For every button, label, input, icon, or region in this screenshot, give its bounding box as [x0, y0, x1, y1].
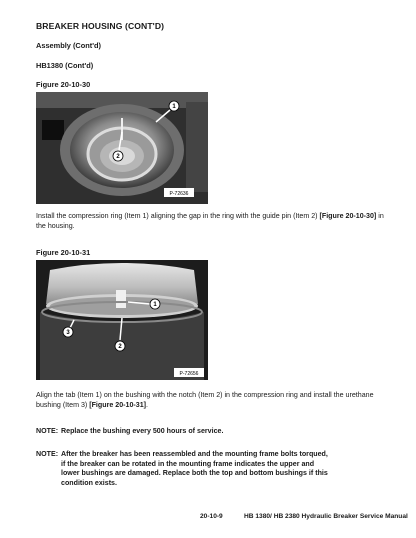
subsection-heading: Assembly (Cont'd)	[36, 41, 101, 50]
note-label: NOTE:	[36, 450, 59, 458]
figure-label-20-10-31: Figure 20-10-31	[36, 248, 91, 257]
callout-2: 2	[116, 154, 120, 161]
figure-photo-20-10-31	[36, 260, 208, 380]
section-heading: BREAKER HOUSING (CONT'D)	[36, 21, 165, 31]
housing-photo	[36, 92, 208, 204]
figure-ref: [Figure 20-10-30]	[319, 212, 377, 220]
instruction-paragraph-1: Install the compression ring (Item 1) aligning the gap in the ring with the guide pin (Item 2) [Figure 20-10-30] in the housing.	[36, 212, 384, 230]
photo-code: P-72636	[169, 191, 189, 197]
bushing-photo	[36, 260, 208, 380]
manual-title: HB 1380/ HB 2380 Hydraulic Breaker Service Manual	[244, 513, 408, 520]
note-text: After the breaker has been reassembled and the mounting frame bolts torqued, if the breaker can be rotated in the mounting frame indicates the upper and lower bushings are damaged. Replace both the top and bottom bushings if this condition exists.	[61, 450, 328, 487]
note-label: NOTE:	[36, 427, 59, 435]
instruction-paragraph-2: Align the tab (Item 1) on the bushing with the notch (Item 2) in the compression ring and install the urethane bushing (Item 3) [Figure 20-10-31].	[36, 391, 374, 409]
figure-ref: [Figure 20-10-31]	[89, 400, 147, 409]
figure-label-20-10-30: Figure 20-10-30	[36, 80, 91, 89]
callout-2: 2	[118, 344, 122, 351]
figure-photo-20-10-30	[36, 92, 208, 204]
model-heading: HB1380 (Cont'd)	[36, 61, 94, 70]
callout-1: 1	[153, 302, 157, 309]
callout-3: 3	[66, 330, 70, 337]
callout-1: 1	[172, 104, 176, 111]
photo-code: P-72656	[179, 371, 199, 377]
note-text: Replace the bushing every 500 hours of service.	[61, 427, 224, 435]
page-number: 20-10-9	[200, 513, 223, 520]
